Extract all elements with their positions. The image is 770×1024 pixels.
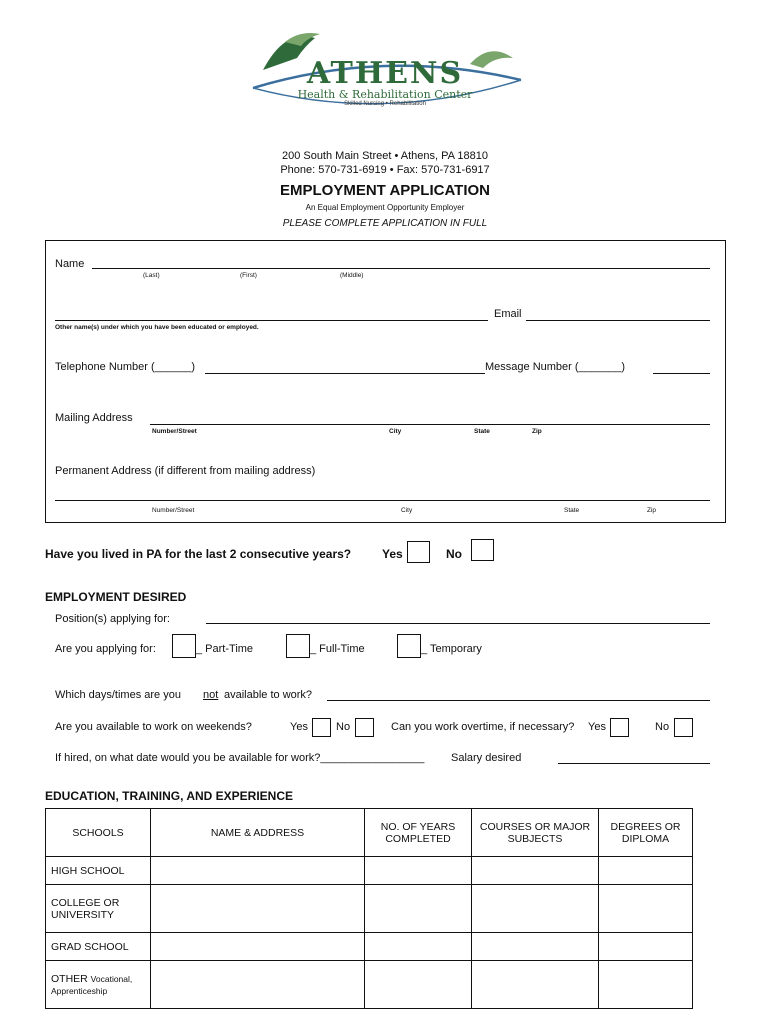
address-line: 200 South Main Street • Athens, PA 18810	[281, 150, 489, 162]
table-row	[46, 961, 693, 1009]
school-other-note: Vocational, Apprenticeship	[51, 973, 133, 996]
permanent-street-caption: Number/Street	[152, 507, 195, 514]
message-label: Message Number (_______)	[485, 361, 626, 373]
name-field[interactable]	[92, 268, 710, 269]
residency-no-label: No	[446, 547, 462, 561]
last-name-caption: (Last)	[143, 272, 160, 279]
col-schools: SCHOOLS	[46, 809, 151, 857]
col-name-address: NAME & ADDRESS	[151, 809, 365, 857]
education-heading: EDUCATION, TRAINING, AND EXPERIENCE	[45, 789, 294, 803]
salary-field[interactable]	[558, 763, 710, 764]
email-label: Email	[494, 308, 522, 320]
telephone-field[interactable]	[205, 373, 485, 374]
cell-input[interactable]	[599, 961, 693, 1009]
permanent-state-caption: State	[564, 507, 580, 514]
cell-input[interactable]	[599, 885, 693, 933]
permanent-city-caption: City	[401, 507, 413, 514]
school-college: COLLEGE OR UNIVERSITY	[46, 885, 151, 933]
permanent-zip-caption: Zip	[647, 507, 657, 514]
school-high: HIGH SCHOOL	[46, 857, 151, 885]
availability-label-suffix: available to work?	[224, 689, 313, 701]
position-label: Position(s) applying for:	[55, 613, 170, 625]
weekends-label: Are you available to work on weekends?	[55, 721, 252, 733]
overtime-yes-checkbox[interactable]	[610, 718, 629, 737]
cell-input[interactable]	[472, 885, 599, 933]
education-header-row	[46, 809, 693, 857]
cell-input[interactable]	[151, 961, 365, 1009]
company-logo	[245, 28, 525, 112]
personal-info-section	[45, 240, 726, 523]
middle-name-caption: (Middle)	[340, 272, 364, 279]
overtime-label: Can you work overtime, if necessary?	[391, 721, 575, 733]
availability-label-prefix: Which days/times are you	[55, 689, 181, 701]
other-names-field[interactable]	[55, 320, 488, 321]
overtime-no-label: No	[655, 721, 670, 733]
residency-no-checkbox[interactable]	[471, 539, 494, 561]
first-name-caption: (First)	[240, 272, 257, 279]
cell-input[interactable]	[365, 857, 472, 885]
availability-field[interactable]	[327, 700, 710, 701]
school-other	[46, 961, 151, 1009]
mailing-zip-caption: Zip	[532, 428, 542, 435]
mailing-street-caption: Number/Street	[152, 428, 197, 435]
residency-yes-label: Yes	[382, 547, 403, 561]
mailing-state-caption: State	[474, 428, 490, 435]
weekends-yes-checkbox[interactable]	[312, 718, 331, 737]
col-degrees: DEGREES OR DIPLOMA	[599, 809, 693, 857]
temporary-label: _ Temporary	[421, 643, 482, 655]
availability-label-not: not	[203, 689, 219, 701]
part-time-label: _ Part-Time	[196, 643, 254, 655]
permanent-address-label: Permanent Address (if different from mailing address)	[55, 465, 316, 477]
email-field[interactable]	[526, 320, 710, 321]
employment-heading: EMPLOYMENT DESIRED	[45, 590, 187, 604]
weekends-yes-label: Yes	[290, 721, 308, 733]
col-courses: COURSES OR MAJOR SUBJECTS	[472, 809, 599, 857]
residency-question: Have you lived in PA for the last 2 consecutive years?	[45, 547, 352, 561]
part-time-checkbox[interactable]	[172, 634, 196, 658]
cell-input[interactable]	[151, 885, 365, 933]
cell-input[interactable]	[472, 857, 599, 885]
telephone-label: Telephone Number (______)	[55, 361, 196, 373]
cell-input[interactable]	[365, 961, 472, 1009]
logo-name: ATHENS	[306, 56, 464, 91]
table-row	[46, 933, 693, 961]
phone-line: Phone: 570-731-6919 • Fax: 570-731-6917	[280, 164, 490, 176]
school-grad: GRAD SCHOOL	[46, 933, 151, 961]
col-years: NO. OF YEARS COMPLETED	[365, 809, 472, 857]
cell-input[interactable]	[151, 933, 365, 961]
eoe-statement: An Equal Employment Opportunity Employer	[305, 203, 465, 212]
logo-subtitle: Health & Rehabilitation Center	[297, 88, 473, 101]
education-table	[45, 808, 693, 1009]
mailing-address-label: Mailing Address	[55, 412, 133, 424]
school-other-label: OTHER	[51, 972, 88, 985]
table-row	[46, 857, 693, 885]
salary-label: Salary desired	[451, 752, 522, 764]
message-number-field[interactable]	[653, 373, 710, 374]
cell-input[interactable]	[599, 933, 693, 961]
applying-for-label: Are you applying for:	[55, 643, 156, 655]
other-names-caption: Other name(s) under which you have been educated or employed.	[55, 324, 259, 331]
cell-input[interactable]	[365, 933, 472, 961]
mailing-address-field[interactable]	[150, 424, 710, 425]
cell-input[interactable]	[599, 857, 693, 885]
cell-input[interactable]	[151, 857, 365, 885]
mailing-city-caption: City	[389, 428, 402, 435]
start-date-label: If hired, on what date would you be available for work?_________________	[55, 752, 425, 764]
page-title: EMPLOYMENT APPLICATION	[280, 182, 490, 199]
position-field[interactable]	[206, 623, 710, 624]
cell-input[interactable]	[472, 961, 599, 1009]
logo-tagline: Skilled Nursing • Rehabilitation	[344, 101, 426, 107]
residency-yes-checkbox[interactable]	[407, 541, 430, 563]
full-time-label: _ Full-Time	[310, 643, 365, 655]
full-time-checkbox[interactable]	[286, 634, 310, 658]
table-row	[46, 885, 693, 933]
weekends-no-label: No	[336, 721, 351, 733]
temporary-checkbox[interactable]	[397, 634, 421, 658]
overtime-no-checkbox[interactable]	[674, 718, 693, 737]
cell-input[interactable]	[365, 885, 472, 933]
overtime-yes-label: Yes	[588, 721, 606, 733]
cell-input[interactable]	[472, 933, 599, 961]
name-label: Name	[55, 258, 85, 270]
instructions: PLEASE COMPLETE APPLICATION IN FULL	[282, 218, 488, 229]
permanent-address-field[interactable]	[55, 500, 710, 501]
weekends-no-checkbox[interactable]	[355, 718, 374, 737]
